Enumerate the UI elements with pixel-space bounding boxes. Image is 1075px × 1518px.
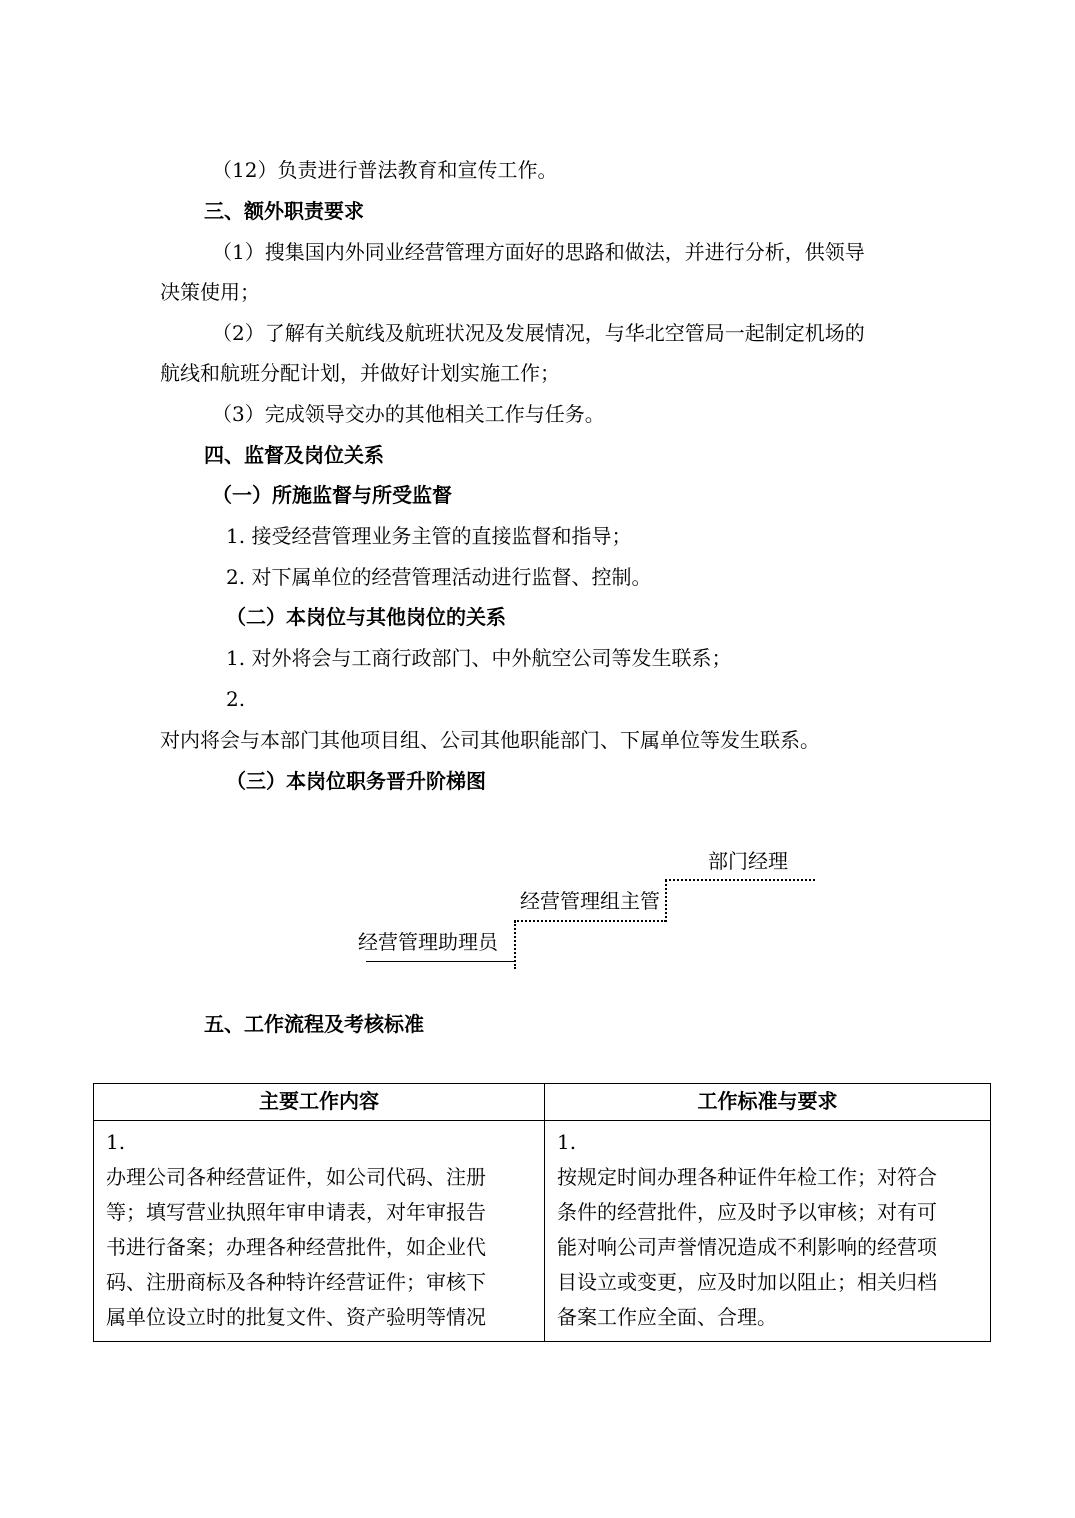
ladder-step-1-line (366, 961, 516, 962)
extra-duty-2-line-1: （2）了解有关航线及航班状况及发展情况，与华北空管局一起制定机场的 (212, 321, 865, 345)
section-3-heading: 三、额外职责要求 (204, 199, 364, 223)
cell-line: 1. (106, 1130, 126, 1154)
ladder-step-manager: 部门经理 (708, 849, 788, 873)
section-4-heading: 四、监督及岗位关系 (204, 443, 384, 467)
cell-line: 目设立或变更，应及时加以阻止；相关归档 (557, 1270, 937, 1294)
cell-line: 备案工作应全面、合理。 (557, 1305, 777, 1329)
cell-line: 等；填写营业执照年审申请表，对年审报告 (106, 1200, 486, 1224)
subsection-2-heading: （二）本岗位与其他岗位的关系 (226, 605, 506, 629)
subsection-1-heading: （一）所施监督与所受监督 (212, 483, 452, 507)
extra-duty-1-line-2: 决策使用； (160, 280, 260, 304)
table-header-row (94, 1084, 991, 1121)
relation-item-2-text: 对内将会与本部门其他项目组、公司其他职能部门、下属单位等发生联系。 (160, 728, 820, 752)
cell-line: 按规定时间办理各种证件年检工作；对符合 (557, 1165, 937, 1189)
cell-line: 书进行备案；办理各种经营批件，如企业代 (106, 1235, 486, 1259)
relation-item-2-number: 2. (226, 687, 246, 711)
cell-line: 能对响公司声誉情况造成不利影响的经营项 (557, 1235, 937, 1259)
extra-duty-2-line-2: 航线和航班分配计划，并做好计划实施工作； (160, 361, 560, 385)
extra-duty-1-line-1: （1）搜集国内外同业经营管理方面好的思路和做法，并进行分析，供领导 (212, 240, 865, 264)
ladder-step-2-line (514, 920, 666, 922)
ladder-step-supervisor: 经营管理组主管 (520, 889, 660, 913)
cell-line: 1. (557, 1130, 577, 1154)
subsection-3-heading: （三）本岗位职务晋升阶梯图 (226, 769, 486, 793)
ladder-step-3-line (665, 879, 815, 881)
cell-line: 属单位设立时的批复文件、资产验明等情况 (106, 1305, 486, 1329)
duty-item-12: （12）负责进行普法教育和宣传工作。 (212, 158, 558, 182)
cell-line: 码、注册商标及各种特许经营证件；审核下 (106, 1270, 486, 1294)
cell-line: 办理公司各种经营证件，如公司代码、注册 (106, 1165, 486, 1189)
table-row (94, 1121, 991, 1342)
cell-line: 条件的经营批件，应及时予以审核；对有可 (557, 1200, 937, 1224)
extra-duty-3: （3）完成领导交办的其他相关工作与任务。 (212, 402, 605, 426)
table-header-content: 主要工作内容 (94, 1084, 545, 1121)
ladder-riser-1 (514, 921, 516, 969)
table-cell-standards (545, 1121, 991, 1342)
work-standards-table (93, 1083, 991, 1342)
table-cell-content (94, 1121, 545, 1342)
supervision-item-1: 1. 接受经营管理业务主管的直接监督和指导； (226, 524, 632, 548)
ladder-riser-2 (665, 880, 667, 922)
relation-item-1: 1. 对外将会与工商行政部门、中外航空公司等发生联系； (226, 646, 732, 670)
ladder-step-assistant: 经营管理助理员 (358, 930, 498, 954)
section-5-heading: 五、工作流程及考核标准 (204, 1012, 424, 1036)
supervision-item-2: 2. 对下属单位的经营管理活动进行监督、控制。 (226, 565, 652, 589)
table-header-standards: 工作标准与要求 (545, 1084, 991, 1121)
